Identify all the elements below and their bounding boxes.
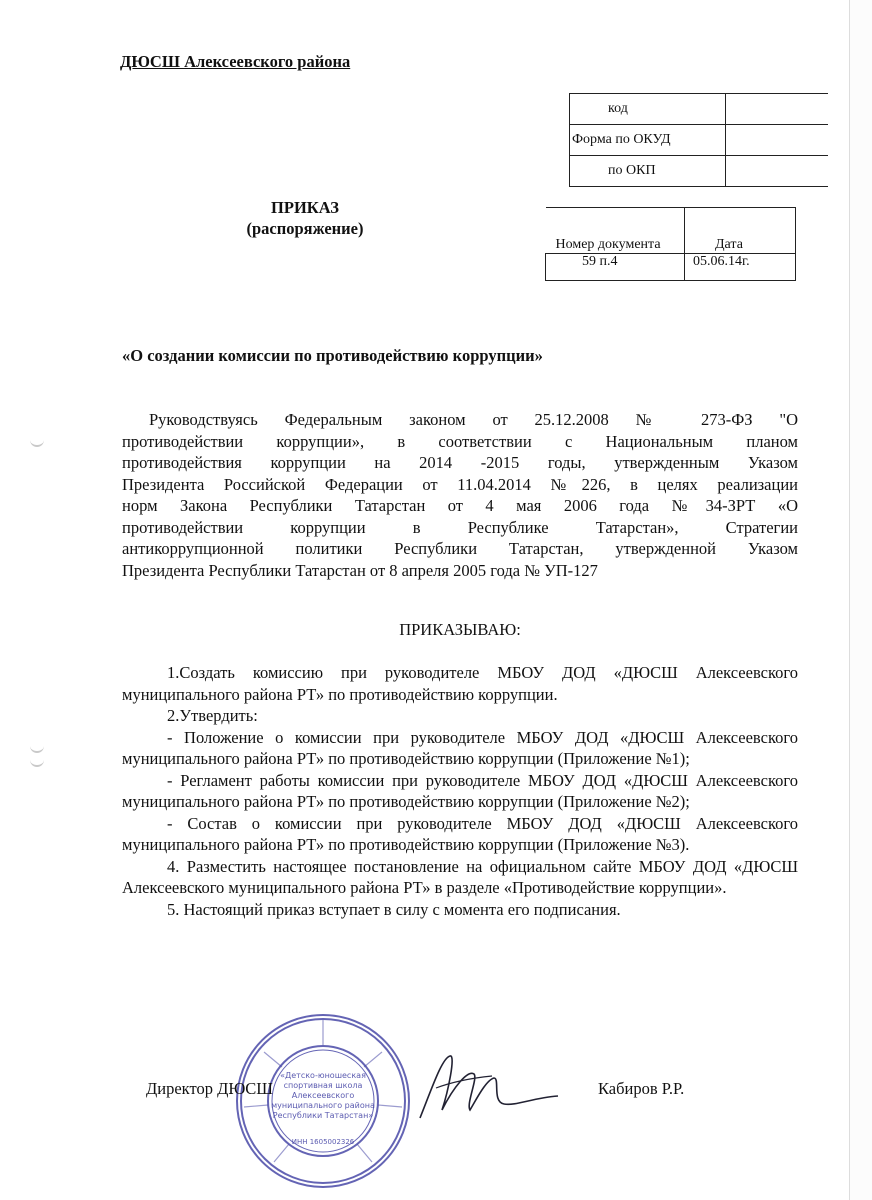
organization-stamp	[234, 1012, 412, 1190]
preamble-line: противодействия коррупции на 2014 -2015 годы, утвержденным Указом	[122, 453, 798, 472]
form-codes-table	[569, 93, 828, 187]
okp-value	[726, 156, 829, 187]
preamble-line: противодействии коррупции», в соответствии с Национальным планом	[122, 431, 798, 451]
order-item-5: 5. Настоящий приказ вступает в силу с момента его подписания.	[167, 899, 621, 919]
preamble	[122, 409, 798, 581]
okud-label: Форма по ОКУД	[570, 125, 726, 156]
order-item-4: 4. Разместить настоящее постановление на официальном сайте МБОУ ДОД «ДЮСШ Алексеевского муниципального района РТ» в разделе «Противодействие коррупции».	[122, 856, 798, 897]
order-item-2: 2.Утвердить:	[167, 706, 258, 725]
order-item-2-sub-3: - Состав о комиссии при руководителе МБОУ ДОД «ДЮСШ Алексеевского муниципального района РТ» по противодействию коррупции (Приложение №3).	[122, 813, 798, 854]
stamp-text-line: Алексеевского	[291, 1091, 355, 1100]
okp-label: по ОКП	[570, 156, 726, 187]
preamble-line: Президента Российской Федерации от 11.04.2014 №226, в целях реализации	[122, 474, 798, 494]
stamp-text-line: муниципального района	[271, 1101, 375, 1110]
document-number-table	[545, 207, 796, 281]
code-value	[726, 94, 829, 125]
code-label: код	[570, 94, 726, 125]
page-edge-shadow	[849, 0, 872, 1200]
order-item-2-sub-1: - Положение о комиссии при руководителе МБОУ ДОД «ДЮСШ Алексеевского муниципального района РТ» по противодействию коррупции (Приложение №1);	[122, 727, 798, 768]
order-items	[122, 662, 798, 920]
doc-number-label: Номер документа	[546, 208, 685, 254]
preamble-line: Президента Республики Татарстан от 8 апреля 2005 года № УП-127	[122, 560, 598, 580]
organization-name: ДЮСШ Алексеевского района	[120, 52, 351, 71]
order-word: ПРИКАЗЫВАЮ:	[399, 620, 521, 639]
punch-hole-mark	[30, 758, 44, 767]
director-signature	[412, 1048, 562, 1128]
stamp-inn: ИНН 1605002326	[291, 1138, 355, 1146]
preamble-line: антикоррупционной политики Республики Татарстан, утвержденной Указом	[122, 539, 798, 558]
stamp-text-line: спортивная школа	[283, 1081, 363, 1090]
okud-value	[726, 125, 829, 156]
order-item-1: 1.Создать комиссию при руководителе МБОУ ДОД «ДЮСШ Алексеевского муниципального района РТ» по противодействию коррупции.	[122, 663, 798, 704]
preamble-line: Руководствуясь Федеральным законом от 25.12.2008 № 273-ФЗ "О	[149, 410, 798, 429]
document-title	[220, 197, 390, 239]
order-subject: «О создании комиссии по противодействию коррупции»	[122, 346, 543, 365]
title-subtype: (распоряжение)	[246, 219, 364, 238]
signature-position: Директор ДЮСШ	[146, 1079, 273, 1098]
date-value: 05.06.14г.	[685, 254, 796, 281]
stamp-text-line: «Детско-юношеская	[280, 1071, 366, 1080]
preamble-line: противодействии коррупции в Республике Татарстан», Стратегии	[122, 517, 798, 537]
doc-number-value: 59 п.4	[546, 254, 685, 281]
punch-hole-mark	[30, 438, 44, 447]
title-type: ПРИКАЗ	[271, 198, 339, 217]
stamp-text-line: Республики Татарстан»	[272, 1111, 374, 1120]
date-label: Дата	[685, 208, 796, 254]
signature-name: Кабиров Р.Р.	[598, 1079, 685, 1098]
preamble-line: норм Закона Республики Татарстан от 4 мая 2006 года №34-ЗРТ «О	[122, 496, 798, 515]
punch-hole-mark	[30, 744, 44, 753]
order-item-2-sub-2: - Регламент работы комиссии при руководителе МБОУ ДОД «ДЮСШ Алексеевского муниципального района РТ» по противодействию коррупции (Приложение №2);	[122, 770, 798, 811]
